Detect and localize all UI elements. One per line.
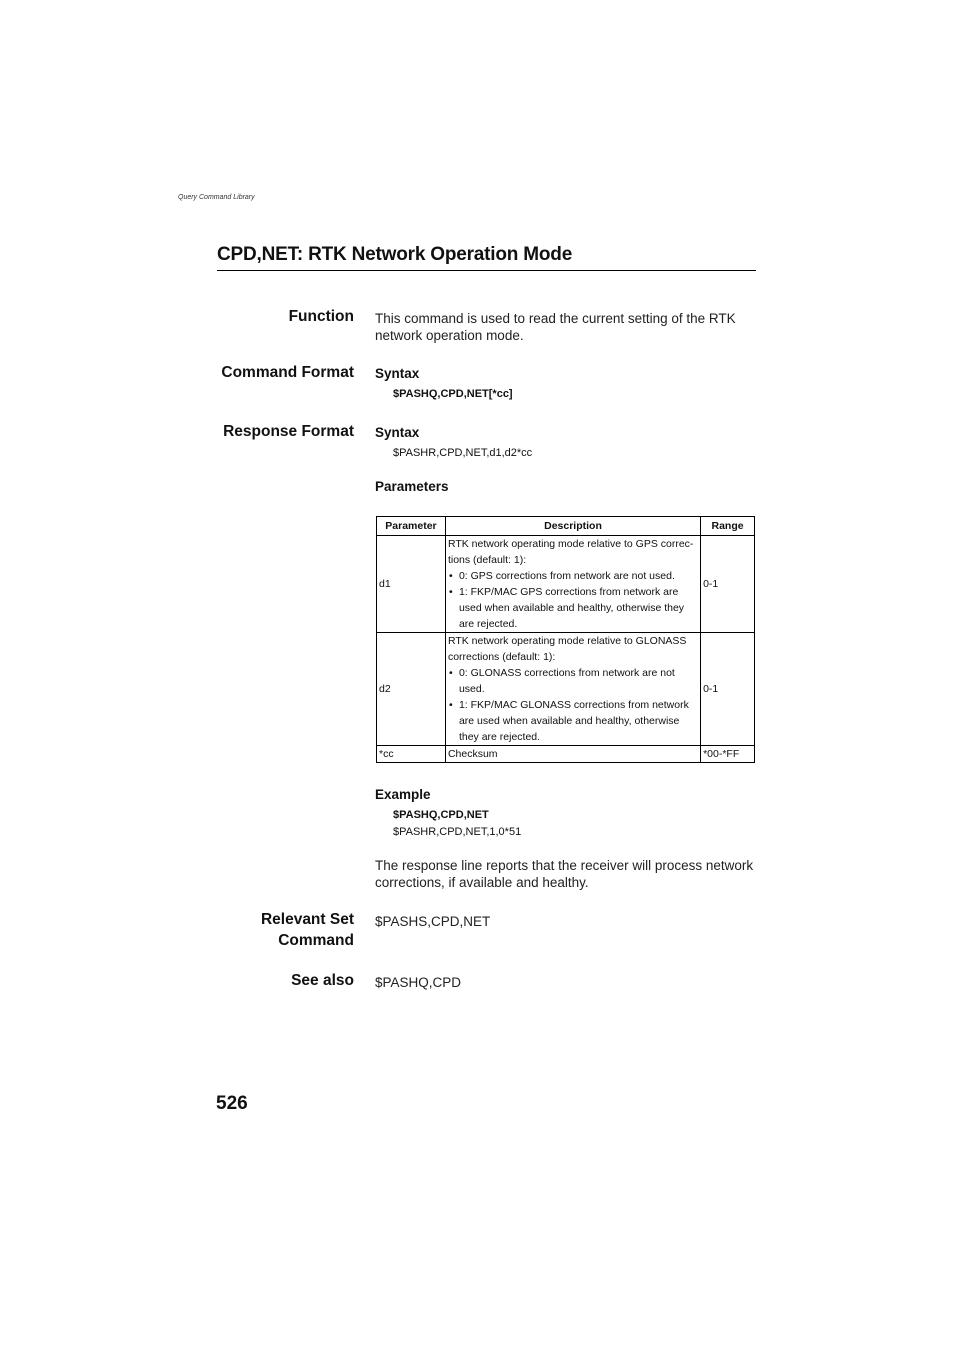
table-header-row: [377, 517, 755, 536]
see-also-label: See also: [291, 972, 354, 989]
description-text: RTK network operating mode relative to GLONASS corrections (default: 1):: [447, 635, 687, 663]
description-cell: [445, 746, 700, 763]
description-text: RTK network operating mode relative to GPS correc-tions (default: 1):: [447, 538, 694, 566]
param-cell: d1: [377, 536, 446, 633]
response-format-label: Response Format: [223, 423, 354, 440]
range-cell: 0-1: [701, 536, 755, 633]
running-head: Query Command Library: [178, 194, 255, 201]
bullet-item: • 0: GLONASS corrections from network are not used.: [448, 665, 698, 697]
command-syntax: $PASHQ,CPD,NET[*cc]: [393, 388, 513, 400]
example-heading: Example: [375, 787, 431, 802]
parameters-table: [376, 516, 755, 763]
description-text: Checksum: [447, 748, 498, 760]
relevant-set-value: $PASHS,CPD,NET: [375, 914, 491, 929]
header-parameter: Parameter: [377, 517, 446, 536]
response-syntax: $PASHR,CPD,NET,d1,d2*cc: [393, 447, 533, 459]
parameters-heading: Parameters: [375, 479, 449, 494]
description-bullets: [448, 665, 698, 745]
range-cell: 0-1: [701, 633, 755, 746]
relevant-set-label: [261, 909, 354, 951]
response-syntax-heading: Syntax: [375, 425, 420, 440]
param-cell: d2: [377, 633, 446, 746]
example-explanation: The response line reports that the receiver will process network corrections, if available and healthy.: [375, 858, 754, 890]
command-format-label: Command Format: [221, 364, 354, 381]
range-cell: *00-*FF: [701, 746, 755, 763]
example-response: $PASHR,CPD,NET,1,0*51: [393, 826, 522, 838]
function-text: This command is used to read the current setting of the RTK network operation mode.: [375, 311, 736, 343]
bullet-item: • 0: GPS corrections from network are not used.: [448, 568, 698, 584]
description-cell: [445, 536, 700, 633]
relevant-set-label-line1: Relevant Set: [260, 911, 354, 928]
table-row: [377, 746, 755, 763]
table-row: [377, 633, 755, 746]
bullet-item: • 1: FKP/MAC GPS corrections from network are used when available and healthy, otherwise they are rejected.: [448, 584, 698, 632]
bullet-item: • 1: FKP/MAC GLONASS corrections from network are used when available and healthy, otherwise they are rejected.: [448, 697, 698, 745]
page-title: CPD,NET: RTK Network Operation Mode: [217, 244, 756, 271]
relevant-set-label-line2: Command: [278, 932, 354, 949]
see-also-value: $PASHQ,CPD: [375, 975, 462, 990]
page-number: 526: [216, 1093, 248, 1114]
description-bullets: [448, 568, 698, 632]
description-cell: [445, 633, 700, 746]
header-description: Description: [445, 517, 700, 536]
header-range: Range: [701, 517, 755, 536]
param-cell: *cc: [377, 746, 446, 763]
table-row: [377, 536, 755, 633]
function-label: Function: [288, 308, 354, 325]
command-syntax-heading: Syntax: [375, 366, 420, 381]
example-command: $PASHQ,CPD,NET: [393, 809, 489, 821]
